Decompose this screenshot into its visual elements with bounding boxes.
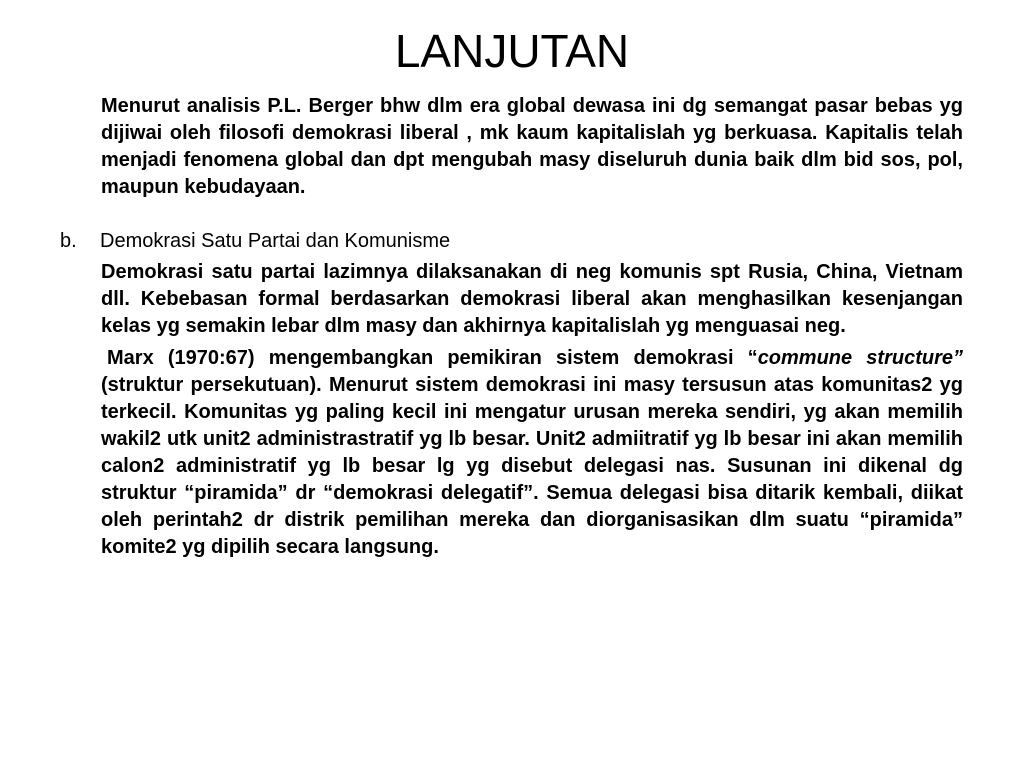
paragraph-gap: [60, 201, 963, 228]
paragraph-2-lead: Marx (1970:67) mengembangkan pemikiran sistem demokrasi “: [107, 347, 758, 369]
section-paragraph-1: Demokrasi satu partai lazimnya dilaksanakan di neg komunis spt Rusia, China, Vietnam dll. Kebebasan formal berdasarkan demokrasi liberal akan menghasilkan kesenjangan kelas yg semakin lebar dlm masy dan akhirnya kapitalislah yg menguasai neg.: [101, 261, 963, 337]
paragraph-2-italic: commune structure”: [757, 347, 963, 369]
section-paragraph-2: [101, 345, 963, 561]
paragraph-2-rest: (struktur persekutuan). Menurut sistem demokrasi ini masy tersusun atas komunitas2 yg terkecil. Komunitas yg paling kecil ini mengatur urusan mereka sendiri, yg akan memilih wakil2 utk unit2 administrastratif yg lb besar. Unit2 admiitratif yg lb besar ini akan memilih calon2 administratif yg lb besar lg yg disebut delegasi nas. Susunan ini dikenal dg struktur “piramida” dr “demokrasi delegatif”. Semua delegasi bisa ditarik kembali, diikat oleh perintah2 dr distrik pemilihan mereka dan diorganisasikan dlm suatu “piramida” komite2 yg dipilih secara langsung.: [101, 374, 963, 558]
section-heading: [60, 228, 963, 255]
section-heading-text: Demokrasi Satu Partai dan Komunisme: [100, 230, 451, 252]
section-marker: b.: [60, 230, 77, 252]
slide-body: [60, 93, 963, 561]
slide-title: LANJUTAN: [394, 25, 630, 77]
intro-paragraph: Menurut analisis P.L. Berger bhw dlm era global dewasa ini dg semangat pasar bebas yg dijiwai oleh filosofi demokrasi liberal , mk kaum kapitalislah yg berkuasa. Kapitalis telah menjadi fenomena global dan dpt mengubah masy diseluruh dunia baik dlm bid sos, pol, maupun kebudayaan.: [101, 95, 963, 198]
